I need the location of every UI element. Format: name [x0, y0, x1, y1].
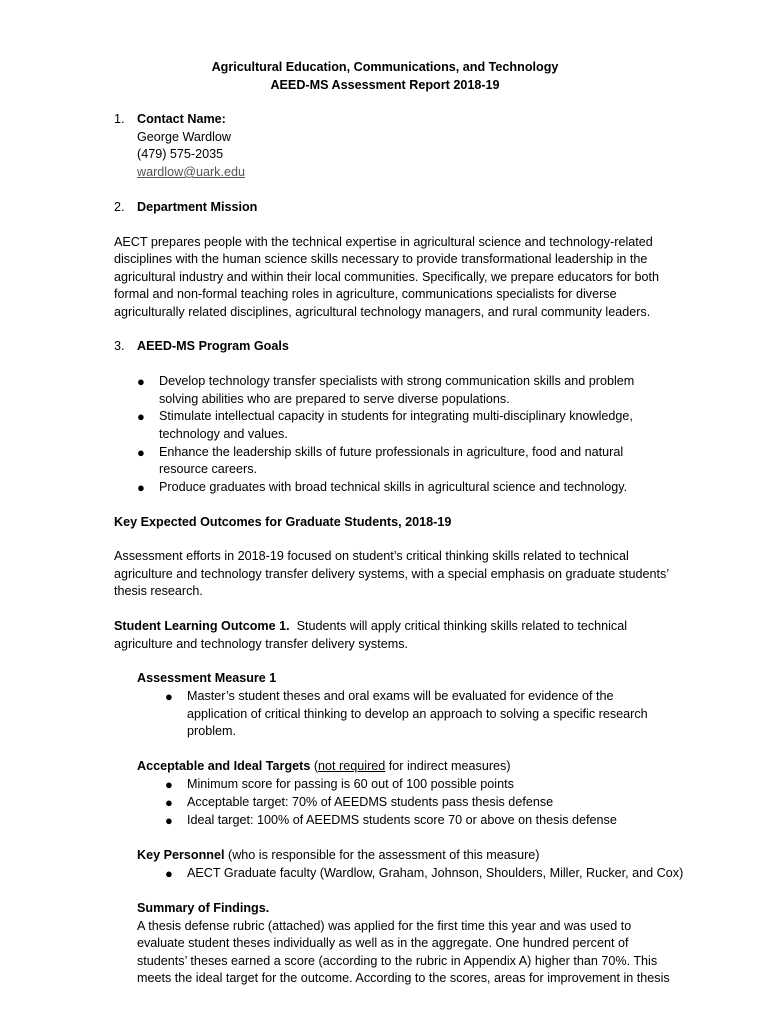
mission-heading: Department Mission — [137, 200, 258, 214]
personnel-item: AECT Graduate faculty (Wardlow, Graham, Johnson, Shoulders, Miller, Rucker, and Cox) — [187, 866, 684, 880]
goal-item: Produce graduates with broad technical skills in agricultural science and technology. — [159, 480, 628, 494]
mission-line: formal and non-formal teaching roles in agriculture, communications specialists for diverse — [114, 287, 617, 301]
contact-heading: Contact Name: — [137, 112, 226, 126]
mission-line: AECT prepares people with the technical expertise in agricultural science and technology-related — [114, 235, 653, 249]
findings-line: evaluate student theses individually as well as in the aggregate. One hundred percent of — [137, 936, 629, 950]
bullet-icon: ● — [137, 445, 145, 460]
document-title: Agricultural Education, Communications, and Technology — [211, 60, 559, 74]
bullet-icon: ● — [165, 866, 173, 881]
targets-heading-line — [137, 758, 511, 776]
bullet-icon: ● — [165, 777, 173, 792]
mission-line: disciplines with the human science skills necessary to provide transformational leadership in the — [114, 252, 648, 266]
targets-paren-rest: for indirect measures) — [385, 759, 511, 773]
outcomes-line: agriculture and technology transfer delivery systems, with a special emphasis on graduate students’ — [114, 567, 670, 581]
mission-line: agricultural industry and within their local communities. Specifically, we prepare educators for both — [114, 270, 660, 284]
contact-phone: (479) 575-2035 — [137, 147, 224, 161]
bullet-icon: ● — [165, 813, 173, 828]
bullet-icon: ● — [137, 409, 145, 424]
section-number-3: 3. — [114, 339, 125, 353]
outcomes-line: thesis research. — [114, 584, 203, 598]
bullet-icon: ● — [137, 374, 145, 389]
goal-item: Develop technology transfer specialists with strong communication skills and problem — [159, 374, 635, 388]
section-number-2: 2. — [114, 200, 125, 214]
contact-name: George Wardlow — [137, 130, 232, 144]
mission-line: agriculturally related disciplines, agricultural technology managers, and rural community leaders. — [114, 305, 651, 319]
measure1-item: Master’s student theses and oral exams will be evaluated for evidence of the — [187, 689, 614, 703]
goal-item-continued: resource careers. — [159, 462, 257, 476]
target-item: Acceptable target: 70% of AEEDMS students pass thesis defense — [187, 795, 554, 809]
outcomes-heading: Key Expected Outcomes for Graduate Students, 2018-19 — [114, 515, 452, 529]
personnel-heading: Key Personnel — [137, 848, 225, 862]
outcomes-line: Assessment efforts in 2018-19 focused on student’s critical thinking skills related to technical — [114, 549, 629, 563]
findings-line: students’ theses earned a score (according to the rubric in Appendix A) higher than 70%. This — [137, 954, 658, 968]
slo1-line: agriculture and technology transfer delivery systems. — [114, 637, 408, 651]
bullet-icon: ● — [165, 689, 173, 704]
measure1-item-continued: problem. — [187, 724, 236, 738]
goal-item-continued: solving abilities who are prepared to serve diverse populations. — [159, 392, 510, 406]
goal-item-continued: technology and values. — [159, 427, 288, 441]
slo1-text: Students will apply critical thinking skills related to technical — [289, 619, 628, 633]
findings-line: meets the ideal target for the outcome. According to the scores, areas for improvement in thesis — [137, 971, 670, 985]
bullet-icon: ● — [137, 480, 145, 495]
measure1-heading: Assessment Measure 1 — [137, 671, 277, 685]
goal-item: Stimulate intellectual capacity in students for integrating multi-disciplinary knowledge, — [159, 409, 633, 423]
target-item: Minimum score for passing is 60 out of 100 possible points — [187, 777, 514, 791]
findings-line: A thesis defense rubric (attached) was applied for the first time this year and was used to — [137, 919, 632, 933]
targets-paren: ( — [310, 759, 319, 773]
slo1-line — [114, 618, 627, 636]
findings-heading: Summary of Findings. — [137, 901, 270, 915]
section-number-1: 1. — [114, 112, 125, 126]
goal-item: Enhance the leadership skills of future professionals in agriculture, food and natural — [159, 445, 624, 459]
bullet-icon: ● — [165, 795, 173, 810]
target-item: Ideal target: 100% of AEEDMS students score 70 or above on thesis defense — [187, 813, 617, 827]
contact-email-link[interactable]: wardlow@uark.edu — [137, 165, 245, 179]
personnel-heading-line — [137, 847, 539, 865]
report-title: AEED-MS Assessment Report 2018-19 — [270, 78, 500, 92]
measure1-item-continued: application of critical thinking to develop an approach to solving a specific research — [187, 707, 648, 721]
targets-heading: Acceptable and Ideal Targets — [137, 759, 311, 773]
not-required-label: not required — [318, 759, 386, 773]
goals-heading: AEED-MS Program Goals — [137, 339, 289, 353]
slo1-label: Student Learning Outcome 1. — [114, 619, 290, 633]
personnel-note: (who is responsible for the assessment of this measure) — [224, 848, 540, 862]
